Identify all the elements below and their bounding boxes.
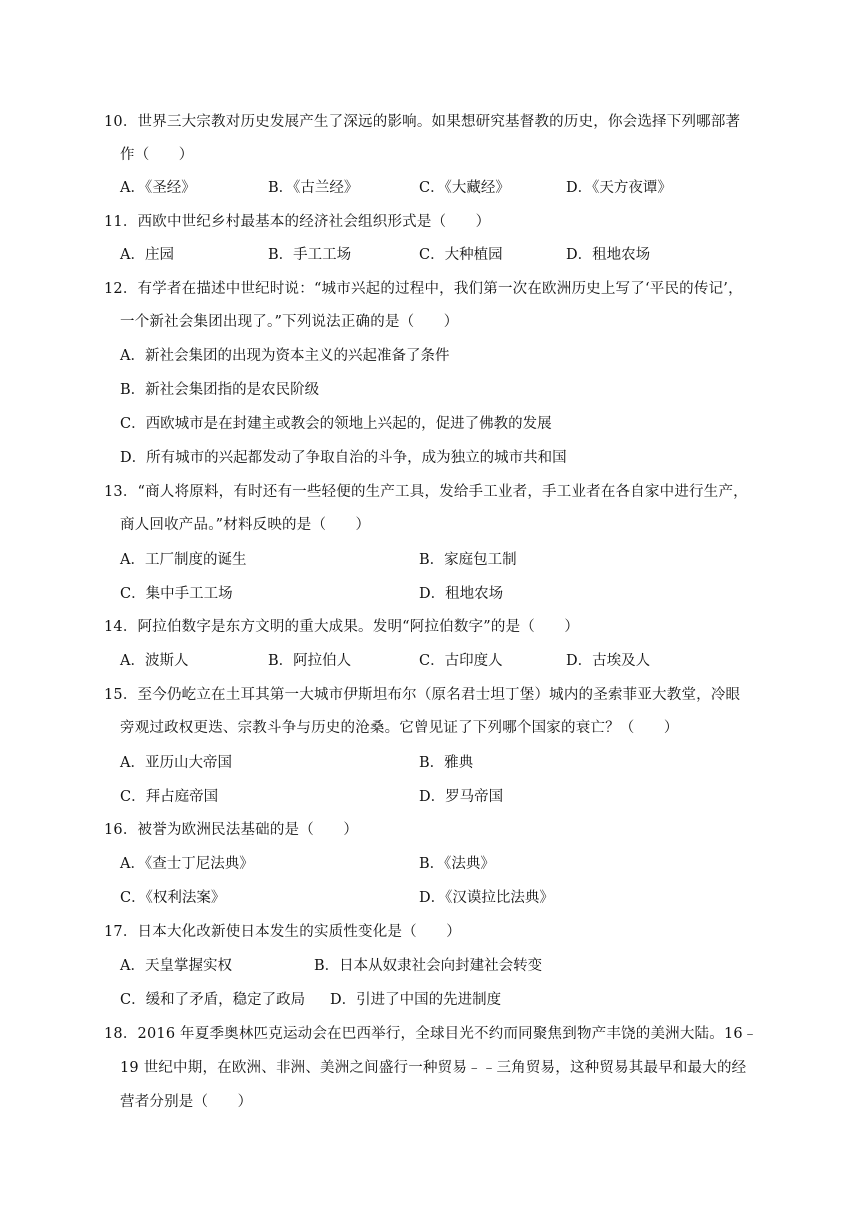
- question-stem: 13．“商人将原料，有时还有一些轻便的生产工具，发给手工业者，手工业者在各自家中进行生产，: [104, 484, 748, 500]
- option-b: B．家庭包工制: [419, 552, 517, 568]
- option-c: C．《权利法案》: [120, 890, 226, 906]
- question-stem: 作（ ）: [120, 147, 194, 163]
- question-stem: 10．世界三大宗教对历史发展产生了深远的影响。如果想研究基督教的历史，你会选择下列哪部著: [104, 114, 741, 130]
- option-a: A．新社会集团的出现为资本主义的兴起准备了条件: [120, 348, 450, 364]
- question-stem: 一个新社会集团出现了。”下列说法正确的是（ ）: [120, 314, 459, 330]
- option-b: B．阿拉伯人: [268, 653, 352, 669]
- option-c: C．大种植园: [419, 247, 503, 263]
- option-a: A．庄园: [120, 247, 174, 263]
- option-c: C．《大藏经》: [419, 180, 510, 196]
- option-d: D．罗马帝国: [419, 789, 504, 805]
- option-a: A．天皇掌握实权: [120, 958, 232, 974]
- option-c: C．古印度人: [419, 653, 503, 669]
- option-d: D．租地农场: [419, 586, 504, 602]
- option-d: D．《汉谟拉比法典》: [419, 890, 554, 906]
- question-stem: 18．2016 年夏季奥林匹克运动会在巴西举行，全球目光不约而同聚焦到物产丰饶的美洲大陆。16﹣: [104, 1026, 758, 1042]
- option-a: A．《圣经》: [120, 180, 196, 196]
- question-stem: 营者分别是（ ）: [120, 1094, 253, 1110]
- option-a: A．《查士丁尼法典》: [120, 856, 254, 872]
- question-stem: 商人回收产品。”材料反映的是（ ）: [120, 517, 371, 533]
- option-c: C．缓和了矛盾，稳定了政局: [120, 992, 306, 1008]
- question-stem: 12．有学者在描述中世纪时说：“城市兴起的过程中，我们第一次在欧洲历史上写了‘平民的传记’，: [104, 281, 743, 297]
- option-c: C．西欧城市是在封建主或教会的领地上兴起的，促进了佛教的发展: [120, 416, 552, 432]
- option-d: D．《天方夜谭》: [566, 180, 672, 196]
- question-stem: 16．被誉为欧洲民法基础的是（ ）: [104, 822, 359, 838]
- option-b: B．日本从奴隶社会向封建社会转变: [314, 958, 543, 974]
- option-a: A．亚历山大帝国: [120, 755, 232, 771]
- question-stem: 19 世纪中期，在欧洲、非洲、美洲之间盛行一种贸易﹣﹣三角贸易，这种贸易其最早和最大的经: [120, 1060, 747, 1076]
- option-d: D．古埃及人: [566, 653, 651, 669]
- question-stem: 11．西欧中世纪乡村最基本的经济社会组织形式是（ ）: [104, 214, 491, 230]
- option-b: B．雅典: [419, 755, 474, 771]
- option-b: B．新社会集团指的是农民阶级: [120, 382, 320, 398]
- option-c: C．集中手工工场: [120, 586, 233, 602]
- option-b: B．《法典》: [419, 856, 495, 872]
- question-stem: 14．阿拉伯数字是东方文明的重大成果。发明“阿拉伯数字”的是（ ）: [104, 619, 580, 635]
- option-d: D．引进了中国的先进制度: [330, 992, 502, 1008]
- option-a: A．波斯人: [120, 653, 189, 669]
- option-b: B．手工工场: [268, 247, 352, 263]
- question-stem: 17．日本大化改新使日本发生的实质性变化是（ ）: [104, 924, 461, 940]
- question-stem: 旁观过政权更迭、宗教斗争与历史的沧桑。它曾见证了下列哪个国家的衰亡？（ ）: [120, 720, 679, 736]
- question-stem: 15．至今仍屹立在土耳其第一大城市伊斯坦布尔（原名君士坦丁堡）城内的圣索菲亚大教堂，冷眼: [104, 687, 741, 703]
- option-a: A．工厂制度的诞生: [120, 552, 247, 568]
- option-d: D．所有城市的兴起都发动了争取自治的斗争，成为独立的城市共和国: [120, 450, 567, 466]
- option-b: B．《古兰经》: [268, 180, 359, 196]
- option-d: D．租地农场: [566, 247, 651, 263]
- option-c: C．拜占庭帝国: [120, 789, 219, 805]
